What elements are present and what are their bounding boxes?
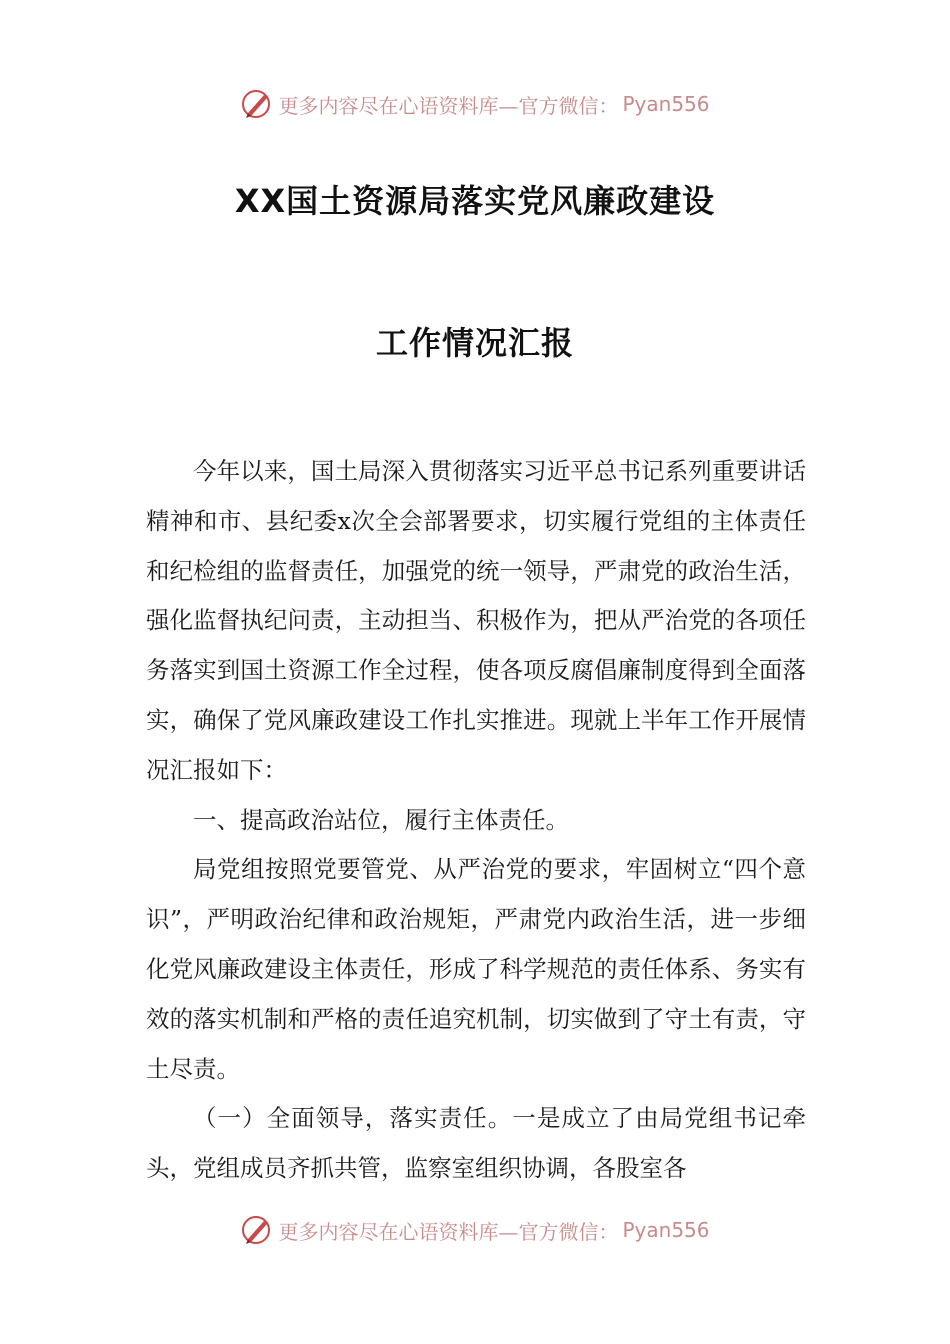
document-title-line2: 工作情况汇报 — [375, 324, 574, 362]
document-body — [146, 447, 806, 1194]
watermark-footer — [0, 1210, 950, 1250]
paragraph: 今年以来，国土局深入贯彻落实习近平总书记系列重要讲话精神和市、县纪委x次全会部署要求，切实履行党组的主体责任和纪检组的监督责任，加强党的统一领导，严肃党的政治生活，强化监督执纪问责，主动担当、积极作为，把从严治党的各项任务落实到国土资源工作全过程，使各项反腐倡廉制度得到全面落实，确保了党风廉政建设工作扎实推进。现就上半年工作开展情况汇报如下： — [146, 457, 806, 784]
document-title-line1: XX国土资源局落实党风廉政建设 — [234, 182, 716, 220]
pen-logo-icon — [240, 1213, 274, 1247]
paragraph: （一）全面领导，落实责任。一是成立了由局党组书记牵头，党组成员齐抓共管，监察室组织协调，各股室各 — [146, 1104, 806, 1183]
watermark-wechat-id: Pyan556 — [622, 92, 710, 116]
watermark-wechat-id: Pyan556 — [622, 1218, 710, 1242]
watermark-header — [0, 84, 950, 124]
paragraph: 局党组按照党要管党、从严治党的要求，牢固树立“四个意识”，严明政治纪律和政治规矩，严肃党内政治生活，进一步细化党风廉政建设主体责任，形成了科学规范的责任体系、务实有效的落实机制和严格的责任追究机制，切实做到了守土有责，守土尽责。 — [146, 855, 806, 1083]
watermark-text: 更多内容尽在心语资料库—官方微信： — [278, 93, 619, 118]
section-heading: 一、提高政治站位，履行主体责任。 — [193, 805, 569, 834]
pen-logo-icon — [240, 87, 274, 121]
watermark-text: 更多内容尽在心语资料库—官方微信： — [278, 1219, 619, 1244]
